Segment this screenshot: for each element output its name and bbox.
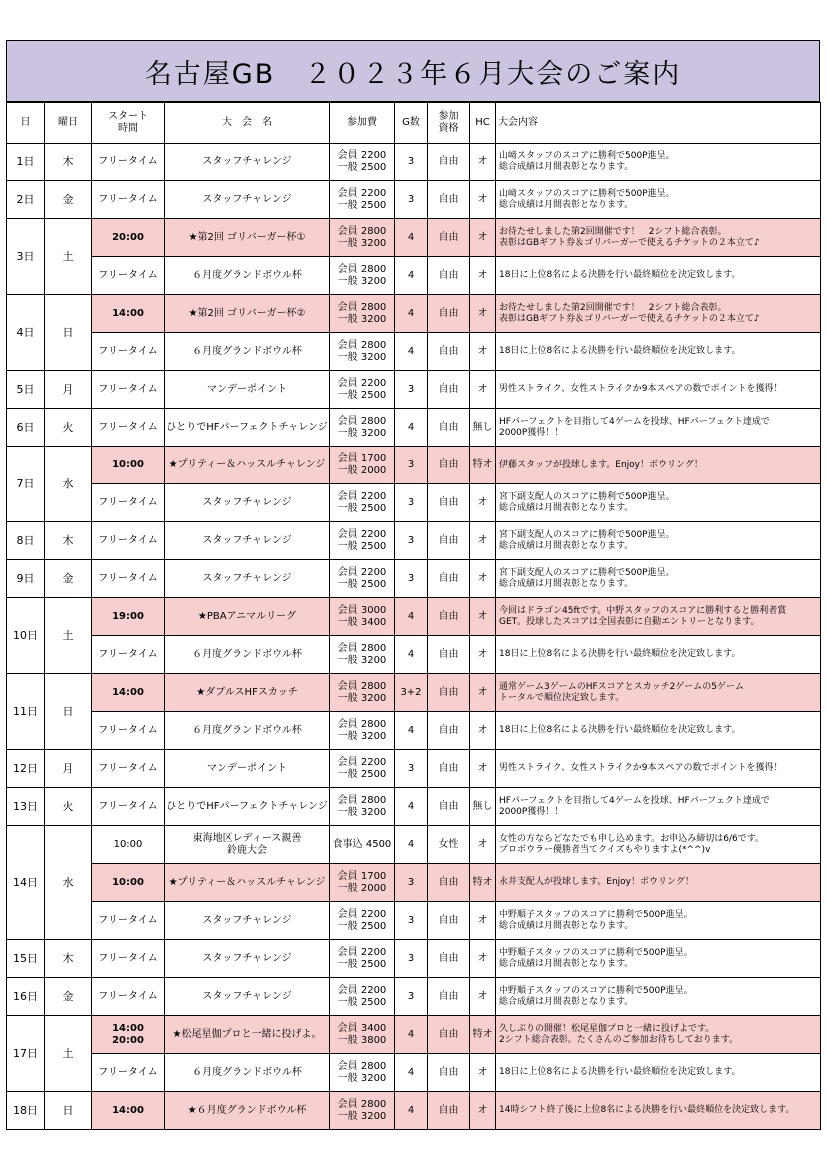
cell-tournament-name: マンデーポイント xyxy=(165,371,330,409)
cell-fee: 食事込 4500 xyxy=(330,826,395,864)
cell-start-time: フリータイム xyxy=(92,636,165,674)
table-row xyxy=(7,144,821,181)
cell-start-time: 10:00 xyxy=(92,447,165,484)
cell-qualification: 自由 xyxy=(428,144,470,181)
cell-tournament-name: スタッフチャレンジ xyxy=(165,560,330,598)
cell-weekday: 火 xyxy=(45,788,92,826)
cell-fee: 会員 2800 一般 3200 xyxy=(330,712,395,750)
table-row xyxy=(7,712,821,750)
cell-tournament-name: マンデーポイント xyxy=(165,750,330,788)
cell-weekday: 金 xyxy=(45,978,92,1016)
cell-start-time: フリータイム xyxy=(92,978,165,1016)
cell-fee: 会員 2200 一般 2500 xyxy=(330,144,395,181)
table-row xyxy=(7,484,821,522)
cell-weekday: 木 xyxy=(45,144,92,181)
cell-tournament-name: ひとりでHFパーフェクトチャレンジ xyxy=(165,788,330,826)
cell-day: 3日 xyxy=(7,219,45,295)
cell-hc: オ xyxy=(470,181,496,219)
page-title: 名古屋GB ２０２３年６月大会のご案内 xyxy=(6,40,820,102)
cell-tournament-name: スタッフチャレンジ xyxy=(165,144,330,181)
cell-content: 男性ストライク、女性ストライクか9本スペアの数でポイントを獲得！ xyxy=(496,750,821,788)
cell-fee: 会員 2200 一般 2500 xyxy=(330,902,395,940)
cell-day: 9日 xyxy=(7,560,45,598)
cell-weekday: 木 xyxy=(45,522,92,560)
cell-games: 3 xyxy=(395,864,428,902)
cell-day: 7日 xyxy=(7,447,45,522)
cell-day: 16日 xyxy=(7,978,45,1016)
cell-start-time: フリータイム xyxy=(92,560,165,598)
cell-start-time: 14:00 20:00 xyxy=(92,1016,165,1054)
cell-fee: 会員 3000 一般 3400 xyxy=(330,598,395,636)
cell-tournament-name: 東海地区レディース親善 鈴鹿大会 xyxy=(165,826,330,864)
cell-fee: 会員 2800 一般 3200 xyxy=(330,333,395,371)
cell-day: 2日 xyxy=(7,181,45,219)
table-row xyxy=(7,788,821,826)
cell-tournament-name: ★第2回 ゴリバーガー杯② xyxy=(165,295,330,333)
cell-tournament-name: スタッフチャレンジ xyxy=(165,902,330,940)
cell-games: 4 xyxy=(395,1054,428,1092)
cell-start-time: 14:00 xyxy=(92,674,165,712)
cell-hc: オ xyxy=(470,295,496,333)
cell-tournament-name: スタッフチャレンジ xyxy=(165,940,330,978)
cell-qualification: 自由 xyxy=(428,750,470,788)
cell-hc: オ xyxy=(470,144,496,181)
cell-day: 13日 xyxy=(7,788,45,826)
cell-hc: オ xyxy=(470,219,496,257)
cell-start-time: フリータイム xyxy=(92,333,165,371)
cell-games: 3 xyxy=(395,144,428,181)
cell-qualification: 自由 xyxy=(428,978,470,1016)
cell-fee: 会員 2800 一般 3200 xyxy=(330,636,395,674)
cell-content: 18日に上位8名による決勝を行い最終順位を決定致します。 xyxy=(496,257,821,295)
header-row xyxy=(7,103,821,144)
cell-fee: 会員 2800 一般 3200 xyxy=(330,1054,395,1092)
cell-content: 18日に上位8名による決勝を行い最終順位を決定致します。 xyxy=(496,1054,821,1092)
cell-weekday: 日 xyxy=(45,1092,92,1130)
cell-games: 4 xyxy=(395,257,428,295)
cell-qualification: 自由 xyxy=(428,788,470,826)
cell-content: 山﨑スタッフのスコアに勝利で500P進呈。 総合成績は月間表彰となります。 xyxy=(496,144,821,181)
cell-fee: 会員 2800 一般 3200 xyxy=(330,219,395,257)
cell-hc: オ xyxy=(470,902,496,940)
cell-weekday: 火 xyxy=(45,409,92,447)
cell-start-time: フリータイム xyxy=(92,1054,165,1092)
header-hc: HC xyxy=(470,103,496,144)
cell-qualification: 自由 xyxy=(428,484,470,522)
cell-weekday: 水 xyxy=(45,447,92,522)
cell-start-time: フリータイム xyxy=(92,788,165,826)
tournament-schedule-table xyxy=(6,102,821,1130)
cell-games: 4 xyxy=(395,295,428,333)
cell-start-time: フリータイム xyxy=(92,902,165,940)
cell-day: 1日 xyxy=(7,144,45,181)
header-qualification: 参加 資格 xyxy=(428,103,470,144)
cell-tournament-name: ６月度グランドボウル杯 xyxy=(165,636,330,674)
table-row xyxy=(7,598,821,636)
cell-qualification: 自由 xyxy=(428,257,470,295)
table-row xyxy=(7,333,821,371)
cell-hc: オ xyxy=(470,257,496,295)
cell-games: 3 xyxy=(395,560,428,598)
cell-day: 17日 xyxy=(7,1016,45,1092)
cell-start-time: 14:00 xyxy=(92,1092,165,1130)
cell-start-time: 20:00 xyxy=(92,219,165,257)
cell-weekday: 水 xyxy=(45,826,92,940)
cell-day: 8日 xyxy=(7,522,45,560)
cell-tournament-name: ★PBAアニマルリーグ xyxy=(165,598,330,636)
cell-fee: 会員 1700 一般 2000 xyxy=(330,864,395,902)
cell-start-time: 14:00 xyxy=(92,295,165,333)
cell-qualification: 自由 xyxy=(428,864,470,902)
cell-qualification: 自由 xyxy=(428,409,470,447)
cell-qualification: 自由 xyxy=(428,636,470,674)
cell-hc: オ xyxy=(470,333,496,371)
cell-start-time: フリータイム xyxy=(92,257,165,295)
cell-start-time: 19:00 xyxy=(92,598,165,636)
cell-games: 3 xyxy=(395,371,428,409)
cell-hc: 無し xyxy=(470,788,496,826)
table-row xyxy=(7,636,821,674)
cell-fee: 会員 2200 一般 2500 xyxy=(330,484,395,522)
cell-hc: 特オ xyxy=(470,864,496,902)
header-fee: 参加費 xyxy=(330,103,395,144)
cell-weekday: 月 xyxy=(45,371,92,409)
cell-tournament-name: ★プリティー＆ハッスルチャレンジ xyxy=(165,447,330,484)
table-row xyxy=(7,295,821,333)
cell-weekday: 金 xyxy=(45,560,92,598)
cell-content: 通常ゲーム3ゲームのHFスコアとスカッチ2ゲームの5ゲーム トータルで順位決定致します。 xyxy=(496,674,821,712)
cell-weekday: 土 xyxy=(45,1016,92,1092)
cell-tournament-name: スタッフチャレンジ xyxy=(165,484,330,522)
cell-games: 4 xyxy=(395,333,428,371)
cell-games: 3 xyxy=(395,750,428,788)
cell-games: 4 xyxy=(395,636,428,674)
cell-tournament-name: ★６月度グランドボウル杯 xyxy=(165,1092,330,1130)
header-content: 大会内容 xyxy=(496,103,821,144)
cell-hc: オ xyxy=(470,750,496,788)
cell-qualification: 自由 xyxy=(428,560,470,598)
cell-games: 3 xyxy=(395,902,428,940)
cell-tournament-name: スタッフチャレンジ xyxy=(165,522,330,560)
table-row xyxy=(7,674,821,712)
cell-content: お待たせしました第2回開催です！ 2シフト総合表彰。 表彰はGBギフト券＆ゴリバーガーで使えるチケットの２本立て♪ xyxy=(496,295,821,333)
cell-qualification: 自由 xyxy=(428,674,470,712)
cell-content: 山﨑スタッフのスコアに勝利で500P進呈。 総合成績は月間表彰となります。 xyxy=(496,181,821,219)
cell-qualification: 自由 xyxy=(428,522,470,560)
cell-games: 4 xyxy=(395,598,428,636)
cell-content: 永井支配人が投球します。Enjoy！ボウリング！ xyxy=(496,864,821,902)
cell-start-time: フリータイム xyxy=(92,409,165,447)
table-row xyxy=(7,257,821,295)
cell-hc: 特オ xyxy=(470,1016,496,1054)
cell-hc: オ xyxy=(470,522,496,560)
cell-weekday: 土 xyxy=(45,219,92,295)
cell-weekday: 月 xyxy=(45,750,92,788)
cell-content: HFパーフェクトを目指して4ゲームを投球、HFパーフェクト達成で 2000P獲得！！ xyxy=(496,409,821,447)
table-row xyxy=(7,560,821,598)
cell-games: 4 xyxy=(395,712,428,750)
table-row xyxy=(7,371,821,409)
cell-content: 伊藤スタッフが投球します。Enjoy！ボウリング！ xyxy=(496,447,821,484)
cell-weekday: 木 xyxy=(45,940,92,978)
cell-day: 10日 xyxy=(7,598,45,674)
cell-games: 4 xyxy=(395,1092,428,1130)
cell-hc: オ xyxy=(470,940,496,978)
cell-fee: 会員 2200 一般 2500 xyxy=(330,522,395,560)
header-games: G数 xyxy=(395,103,428,144)
cell-content: 18日に上位8名による決勝を行い最終順位を決定致します。 xyxy=(496,712,821,750)
cell-games: 3 xyxy=(395,978,428,1016)
header-weekday: 曜日 xyxy=(45,103,92,144)
table-row xyxy=(7,219,821,257)
cell-day: 11日 xyxy=(7,674,45,750)
cell-qualification: 自由 xyxy=(428,333,470,371)
cell-qualification: 自由 xyxy=(428,1092,470,1130)
cell-tournament-name: ６月度グランドボウル杯 xyxy=(165,712,330,750)
cell-games: 4 xyxy=(395,788,428,826)
cell-content: 14時シフト終了後に上位8名による決勝を行い最終順位を決定致します。 xyxy=(496,1092,821,1130)
table-row xyxy=(7,902,821,940)
cell-qualification: 自由 xyxy=(428,902,470,940)
cell-day: 4日 xyxy=(7,295,45,371)
table-row xyxy=(7,978,821,1016)
cell-content: 18日に上位8名による決勝を行い最終順位を決定致します。 xyxy=(496,333,821,371)
cell-fee: 会員 3400 一般 3800 xyxy=(330,1016,395,1054)
cell-games: 4 xyxy=(395,826,428,864)
cell-hc: オ xyxy=(470,674,496,712)
cell-games: 4 xyxy=(395,409,428,447)
table-row xyxy=(7,1016,821,1054)
cell-weekday: 土 xyxy=(45,598,92,674)
table-row xyxy=(7,1092,821,1130)
cell-qualification: 自由 xyxy=(428,447,470,484)
cell-content: 女性の方ならどなたでも申し込めます。お申込み締切は6/6です。 プロボウラー優勝者当てクイズもやりますよ(*^^)v xyxy=(496,826,821,864)
cell-tournament-name: ★ダブルスHFスカッチ xyxy=(165,674,330,712)
cell-day: 15日 xyxy=(7,940,45,978)
cell-games: 3 xyxy=(395,181,428,219)
cell-fee: 会員 2800 一般 3200 xyxy=(330,295,395,333)
cell-hc: オ xyxy=(470,371,496,409)
cell-hc: オ xyxy=(470,978,496,1016)
cell-hc: オ xyxy=(470,636,496,674)
cell-hc: 特オ xyxy=(470,447,496,484)
table-row xyxy=(7,826,821,864)
cell-content: 18日に上位8名による決勝を行い最終順位を決定致します。 xyxy=(496,636,821,674)
cell-start-time: フリータイム xyxy=(92,371,165,409)
cell-qualification: 自由 xyxy=(428,1016,470,1054)
table-row xyxy=(7,522,821,560)
cell-tournament-name: ひとりでHFパーフェクトチャレンジ xyxy=(165,409,330,447)
cell-day: 12日 xyxy=(7,750,45,788)
cell-fee: 会員 2800 一般 3200 xyxy=(330,674,395,712)
cell-start-time: フリータイム xyxy=(92,940,165,978)
cell-fee: 会員 2200 一般 2500 xyxy=(330,371,395,409)
cell-games: 4 xyxy=(395,1016,428,1054)
cell-tournament-name: ★第2回 ゴリバーガー杯① xyxy=(165,219,330,257)
cell-weekday: 金 xyxy=(45,181,92,219)
cell-games: 3 xyxy=(395,484,428,522)
cell-qualification: 自由 xyxy=(428,712,470,750)
cell-content: 男性ストライク、女性ストライクか9本スペアの数でポイントを獲得！ xyxy=(496,371,821,409)
cell-start-time: フリータイム xyxy=(92,484,165,522)
cell-qualification: 自由 xyxy=(428,181,470,219)
cell-content: HFパーフェクトを目指して4ゲームを投球、HFパーフェクト達成で 2000P獲得！！ xyxy=(496,788,821,826)
cell-content: 宮下副支配人のスコアに勝利で500P進呈。 総合成績は月間表彰となります。 xyxy=(496,522,821,560)
cell-day: 18日 xyxy=(7,1092,45,1130)
table-row xyxy=(7,181,821,219)
cell-games: 3 xyxy=(395,940,428,978)
cell-start-time: フリータイム xyxy=(92,144,165,181)
cell-start-time: フリータイム xyxy=(92,522,165,560)
cell-tournament-name: ★プリティー＆ハッスルチャレンジ xyxy=(165,864,330,902)
cell-qualification: 自由 xyxy=(428,371,470,409)
cell-hc: オ xyxy=(470,560,496,598)
header-tournament-name: 大 会 名 xyxy=(165,103,330,144)
table-row xyxy=(7,447,821,484)
cell-weekday: 日 xyxy=(45,295,92,371)
cell-content: 宮下副支配人のスコアに勝利で500P進呈。 総合成績は月間表彰となります。 xyxy=(496,484,821,522)
cell-tournament-name: ６月度グランドボウル杯 xyxy=(165,1054,330,1092)
cell-day: 5日 xyxy=(7,371,45,409)
cell-qualification: 女性 xyxy=(428,826,470,864)
cell-games: 3 xyxy=(395,522,428,560)
cell-start-time: フリータイム xyxy=(92,712,165,750)
table-row xyxy=(7,750,821,788)
cell-tournament-name: ６月度グランドボウル杯 xyxy=(165,257,330,295)
cell-start-time: 10:00 xyxy=(92,826,165,864)
cell-hc: オ xyxy=(470,1092,496,1130)
cell-fee: 会員 2200 一般 2500 xyxy=(330,750,395,788)
cell-hc: オ xyxy=(470,826,496,864)
cell-hc: オ xyxy=(470,598,496,636)
cell-tournament-name: ★松尾星伽プロと一緒に投げよ。 xyxy=(165,1016,330,1054)
cell-day: 6日 xyxy=(7,409,45,447)
cell-tournament-name: スタッフチャレンジ xyxy=(165,181,330,219)
cell-fee: 会員 2200 一般 2500 xyxy=(330,181,395,219)
table-row xyxy=(7,1054,821,1092)
cell-content: 宮下副支配人のスコアに勝利で500P進呈。 総合成績は月間表彰となります。 xyxy=(496,560,821,598)
cell-fee: 会員 2200 一般 2500 xyxy=(330,560,395,598)
cell-hc: オ xyxy=(470,484,496,522)
cell-fee: 会員 2200 一般 2500 xyxy=(330,940,395,978)
cell-content: 中野順子スタッフのスコアに勝利で500P進呈。 総合成績は月間表彰となります。 xyxy=(496,978,821,1016)
cell-games: 3 xyxy=(395,447,428,484)
cell-fee: 会員 2800 一般 3200 xyxy=(330,788,395,826)
cell-content: 久しぶりの開催！松尾星伽プロと一緒に投げよです。 2シフト総合表彰。たくさんのご参加お待ちしております。 xyxy=(496,1016,821,1054)
cell-hc: 無し xyxy=(470,409,496,447)
cell-start-time: フリータイム xyxy=(92,181,165,219)
cell-tournament-name: ６月度グランドボウル杯 xyxy=(165,333,330,371)
header-start-time: スタート 時間 xyxy=(92,103,165,144)
cell-qualification: 自由 xyxy=(428,598,470,636)
table-row xyxy=(7,409,821,447)
cell-day: 14日 xyxy=(7,826,45,940)
cell-fee: 会員 2800 一般 3200 xyxy=(330,1092,395,1130)
cell-fee: 会員 2200 一般 2500 xyxy=(330,978,395,1016)
cell-fee: 会員 1700 一般 2000 xyxy=(330,447,395,484)
cell-fee: 会員 2800 一般 3200 xyxy=(330,257,395,295)
cell-games: 3+2 xyxy=(395,674,428,712)
cell-content: 中野順子スタッフのスコアに勝利で500P進呈。 総合成績は月間表彰となります。 xyxy=(496,902,821,940)
table-row xyxy=(7,864,821,902)
cell-hc: オ xyxy=(470,1054,496,1092)
cell-games: 4 xyxy=(395,219,428,257)
cell-content: 中野順子スタッフのスコアに勝利で500P進呈。 総合成績は月間表彰となります。 xyxy=(496,940,821,978)
cell-qualification: 自由 xyxy=(428,295,470,333)
cell-start-time: 10:00 xyxy=(92,864,165,902)
cell-qualification: 自由 xyxy=(428,219,470,257)
cell-weekday: 日 xyxy=(45,674,92,750)
header-day: 日 xyxy=(7,103,45,144)
cell-hc: オ xyxy=(470,712,496,750)
cell-qualification: 自由 xyxy=(428,1054,470,1092)
cell-content: お待たせしました第2回開催です！ 2シフト総合表彰。 表彰はGBギフト券＆ゴリバーガーで使えるチケットの２本立て♪ xyxy=(496,219,821,257)
cell-qualification: 自由 xyxy=(428,940,470,978)
cell-content: 今回はドラゴン45ftです。中野スタッフのスコアに勝利すると勝利者賞 GET。投球したスコアは全国表彰に自動エントリーとなります。 xyxy=(496,598,821,636)
table-row xyxy=(7,940,821,978)
cell-tournament-name: スタッフチャレンジ xyxy=(165,978,330,1016)
cell-start-time: フリータイム xyxy=(92,750,165,788)
cell-fee: 会員 2800 一般 3200 xyxy=(330,409,395,447)
